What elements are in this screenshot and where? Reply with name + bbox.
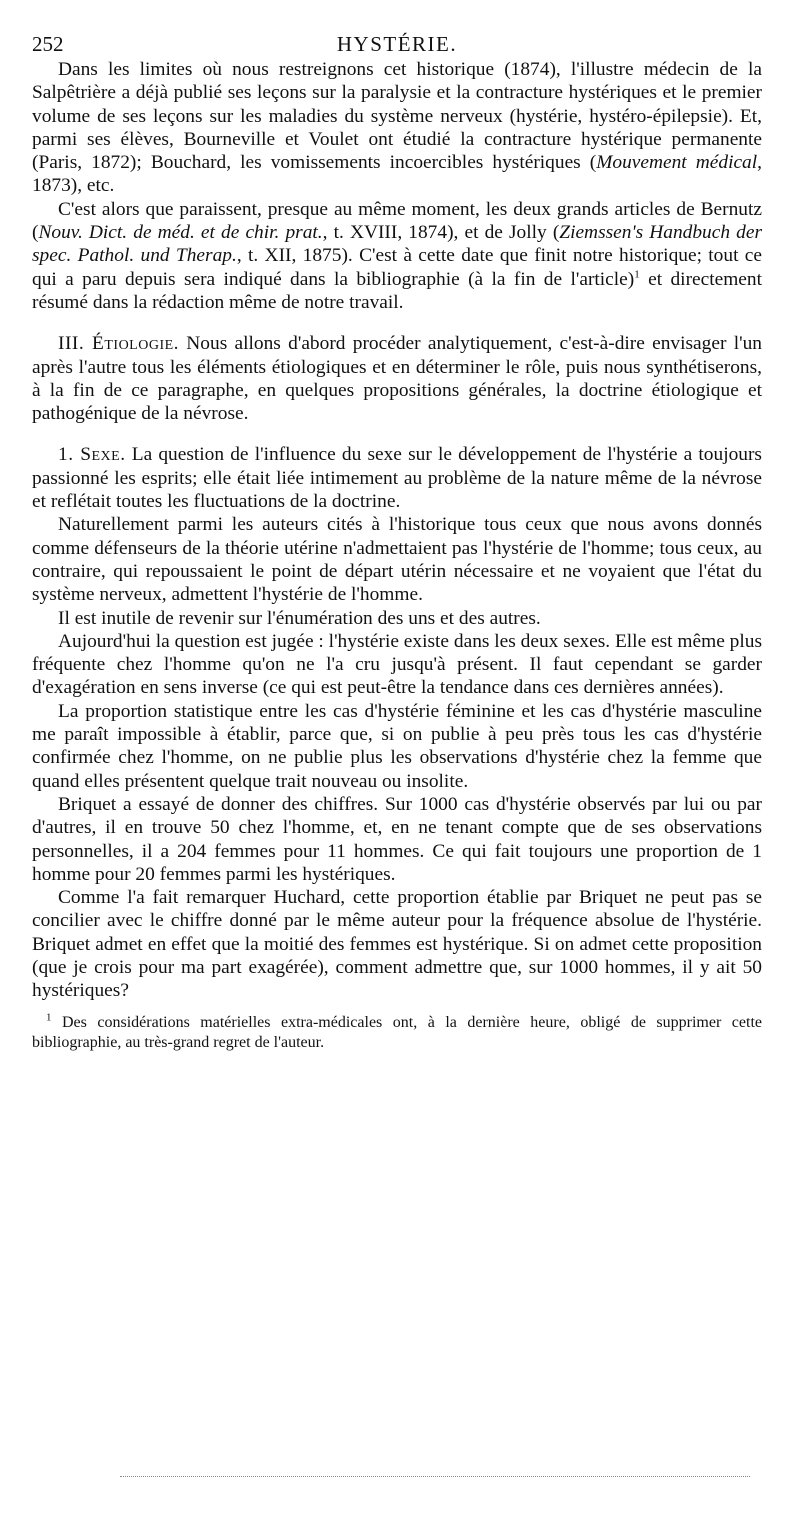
paragraph: La proportion statistique entre les cas d'hystérie féminine et les cas d'hystérie masculine me paraît impossible à établir, parce que, si on publie à peu près tous les cas d'hystérie confirmée chez l'homme, on ne publie plus les observations d'hystérie chez la femme que quand elles présentent quelque trait nouveau ou insolite. xyxy=(32,700,762,792)
paragraph: Naturellement parmi les auteurs cités à l'historique tous ceux que nous avons donnés comme défenseurs de la théorie utérine n'admettaient pas l'hystérie de l'homme; tous ceux, au contraire, qui repoussaient le point de départ utérin nécessaire et ne voyaient que l'état du système nerveux, admettent l'hystérie de l'homme. xyxy=(32,514,762,606)
paragraph-text: C'est alors que paraissent, presque au même moment, les deux grands articles de Bernutz ( xyxy=(32,198,762,244)
section-heading: III. Étiologie. xyxy=(58,333,180,355)
paragraph-historique xyxy=(32,58,762,198)
section-etiologie xyxy=(32,332,762,425)
running-head: HYSTÉRIE. xyxy=(336,32,458,56)
paragraph-text: , t. XVIII, 1874), et de Jolly ( xyxy=(322,222,560,244)
page-header xyxy=(32,26,762,58)
subsection-sexe xyxy=(32,443,762,513)
page-number: 252 xyxy=(32,32,64,56)
citation-title: Nouv. Dict. de méd. et de chir. prat. xyxy=(38,222,323,244)
paragraph-text: , t. XII, 1875). C'est à cette date que finit notre historique; tout ce qui a paru depuis sera indiqué dans la bibliographie (à la fin de l'article) xyxy=(32,245,762,290)
paragraph-text: , 1873), etc. xyxy=(32,152,763,197)
bottom-rule xyxy=(120,1476,750,1477)
paragraph-bernutz-jolly xyxy=(32,198,762,314)
paragraph: Comme l'a fait remarquer Huchard, cette proportion établie par Briquet ne peut pas se concilier avec le chiffre donné par le même auteur pour la fréquence absolue de l'hystérie. Briquet admet en effet que la moitié des femmes est hystérique. Si on admet cette proposition (que je crois pour ma part exagérée), comment admettre que, sur 1000 hommes, il y ait 50 hystériques? xyxy=(32,887,762,1002)
document-page xyxy=(32,26,762,1069)
footnote xyxy=(32,1013,762,1053)
footnote-text: Des considérations matérielles extra-médicales ont, à la dernière heure, obligé de supprimer cette bibliographie, au très-grand regret de l'auteur. xyxy=(32,1013,762,1051)
paragraph: Il est inutile de revenir sur l'énumération des uns et des autres. xyxy=(58,607,541,629)
subsection-heading: 1. Sexe. xyxy=(58,444,126,466)
paragraph: Briquet a essayé de donner des chiffres. Sur 1000 cas d'hystérie observés par lui ou par d'autres, il en trouve 50 chez l'homme, et, en ne tenant compte que de ses observations personnelles, il a 204 femmes pour 11 hommes. Ce qui fait toujours une proportion de 1 homme pour 20 femmes parmi les hystériques. xyxy=(32,793,762,885)
paragraph-text: Dans les limites où nous restreignons cet historique (1874), l'illustre médecin de la Salpêtrière a déjà publié ses leçons sur la paralysie et la contracture hystériques et le premier volume de ses leçons sur les maladies du système nerveux (hystérie, hystéro-épilepsie). Et, parmi ses élèves, Bourneville et Voulet ont étudié la contracture hystérique permanente (Paris, 1872); Bouchard, les vomissements incoercibles hystériques ( xyxy=(32,59,762,174)
footnote-mark: 1 xyxy=(46,1011,52,1024)
paragraph-text: et directement résumé dans la rédaction même de notre travail. xyxy=(32,268,762,313)
paragraph: Aujourd'hui la question est jugée : l'hystérie existe dans les deux sexes. Elle est même plus fréquente chez l'homme qu'on ne l'a cru jusqu'à présent. Il faut cependant se garder d'exagération en sens inverse (ce qui est peut-être la tendance dans ces dernières années). xyxy=(32,630,762,699)
citation-title: Ziemssen's Handbuch der spec. Pathol. und Therap. xyxy=(32,222,762,267)
citation-title: Mouvement médical xyxy=(596,152,758,174)
paragraph-text: La question de l'influence du sexe sur le développement de l'hystérie a toujours passionné les esprits; elle était liée intimement au problème de la nature même de la névrose et reflétait toutes les fluctuations de la doctrine. xyxy=(32,444,762,513)
footnote-reference[interactable]: 1 xyxy=(634,268,640,281)
paragraph-text: Nous allons d'abord procéder analytiquement, c'est-à-dire envisager l'un après l'autre tous les éléments étiologiques et en déterminer le rôle, puis nous synthétiserons, à la fin de ce paragraphe, en quelques propositions générales, la doctrine étiologique et pathogénique de la névrose. xyxy=(32,333,762,425)
